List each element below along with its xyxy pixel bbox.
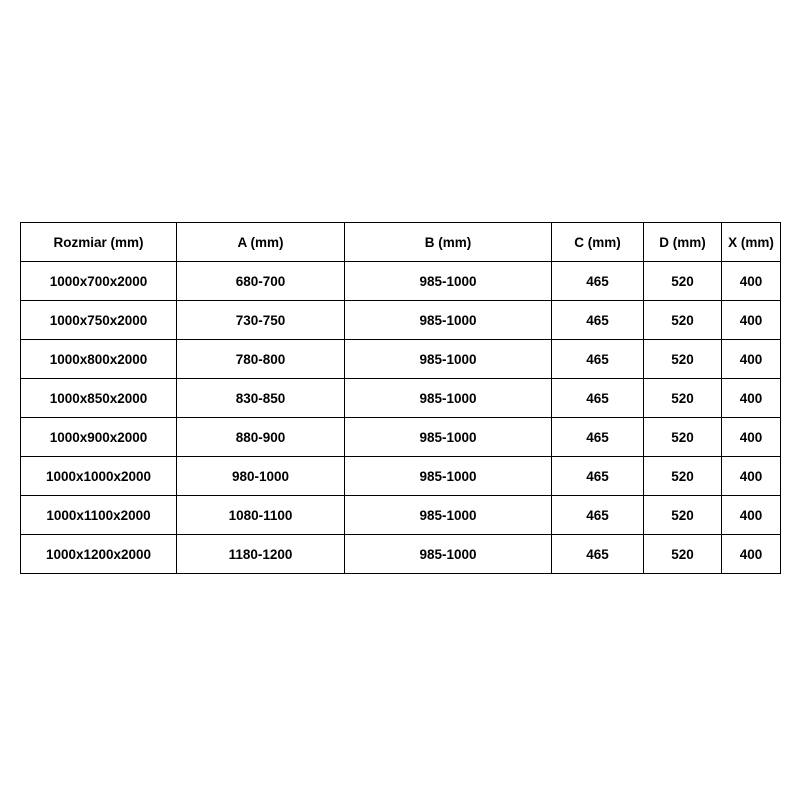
cell-a: 880-900 <box>177 418 345 457</box>
table-row <box>21 535 781 574</box>
cell-rozmiar: 1000x1000x2000 <box>21 457 177 496</box>
cell-b: 985-1000 <box>345 496 552 535</box>
table-row <box>21 262 781 301</box>
cell-b: 985-1000 <box>345 418 552 457</box>
cell-a: 780-800 <box>177 340 345 379</box>
cell-d: 520 <box>644 340 722 379</box>
table-row <box>21 379 781 418</box>
cell-d: 520 <box>644 379 722 418</box>
cell-x: 400 <box>722 262 781 301</box>
table-row <box>21 457 781 496</box>
cell-b: 985-1000 <box>345 262 552 301</box>
table-row <box>21 301 781 340</box>
dimensions-table <box>20 222 781 574</box>
cell-rozmiar: 1000x700x2000 <box>21 262 177 301</box>
cell-d: 520 <box>644 535 722 574</box>
table-header-row <box>21 223 781 262</box>
cell-rozmiar: 1000x750x2000 <box>21 301 177 340</box>
cell-x: 400 <box>722 535 781 574</box>
size-table-container <box>20 222 780 574</box>
cell-x: 400 <box>722 379 781 418</box>
cell-c: 465 <box>552 262 644 301</box>
cell-d: 520 <box>644 262 722 301</box>
cell-b: 985-1000 <box>345 379 552 418</box>
table-row <box>21 418 781 457</box>
cell-a: 730-750 <box>177 301 345 340</box>
cell-rozmiar: 1000x850x2000 <box>21 379 177 418</box>
cell-d: 520 <box>644 301 722 340</box>
cell-x: 400 <box>722 301 781 340</box>
column-header-a: A (mm) <box>177 223 345 262</box>
table-row <box>21 340 781 379</box>
cell-a: 1180-1200 <box>177 535 345 574</box>
column-header-rozmiar: Rozmiar (mm) <box>21 223 177 262</box>
cell-c: 465 <box>552 496 644 535</box>
cell-c: 465 <box>552 340 644 379</box>
table-row <box>21 496 781 535</box>
cell-c: 465 <box>552 379 644 418</box>
cell-rozmiar: 1000x1100x2000 <box>21 496 177 535</box>
cell-c: 465 <box>552 535 644 574</box>
cell-a: 1080-1100 <box>177 496 345 535</box>
cell-d: 520 <box>644 418 722 457</box>
cell-x: 400 <box>722 418 781 457</box>
column-header-c: C (mm) <box>552 223 644 262</box>
cell-c: 465 <box>552 457 644 496</box>
column-header-b: B (mm) <box>345 223 552 262</box>
cell-b: 985-1000 <box>345 457 552 496</box>
column-header-x: X (mm) <box>722 223 781 262</box>
cell-b: 985-1000 <box>345 340 552 379</box>
cell-rozmiar: 1000x900x2000 <box>21 418 177 457</box>
column-header-d: D (mm) <box>644 223 722 262</box>
cell-a: 830-850 <box>177 379 345 418</box>
cell-x: 400 <box>722 340 781 379</box>
cell-rozmiar: 1000x1200x2000 <box>21 535 177 574</box>
cell-a: 980-1000 <box>177 457 345 496</box>
cell-b: 985-1000 <box>345 301 552 340</box>
cell-c: 465 <box>552 418 644 457</box>
cell-a: 680-700 <box>177 262 345 301</box>
cell-x: 400 <box>722 457 781 496</box>
cell-d: 520 <box>644 496 722 535</box>
cell-x: 400 <box>722 496 781 535</box>
cell-rozmiar: 1000x800x2000 <box>21 340 177 379</box>
cell-b: 985-1000 <box>345 535 552 574</box>
cell-c: 465 <box>552 301 644 340</box>
cell-d: 520 <box>644 457 722 496</box>
